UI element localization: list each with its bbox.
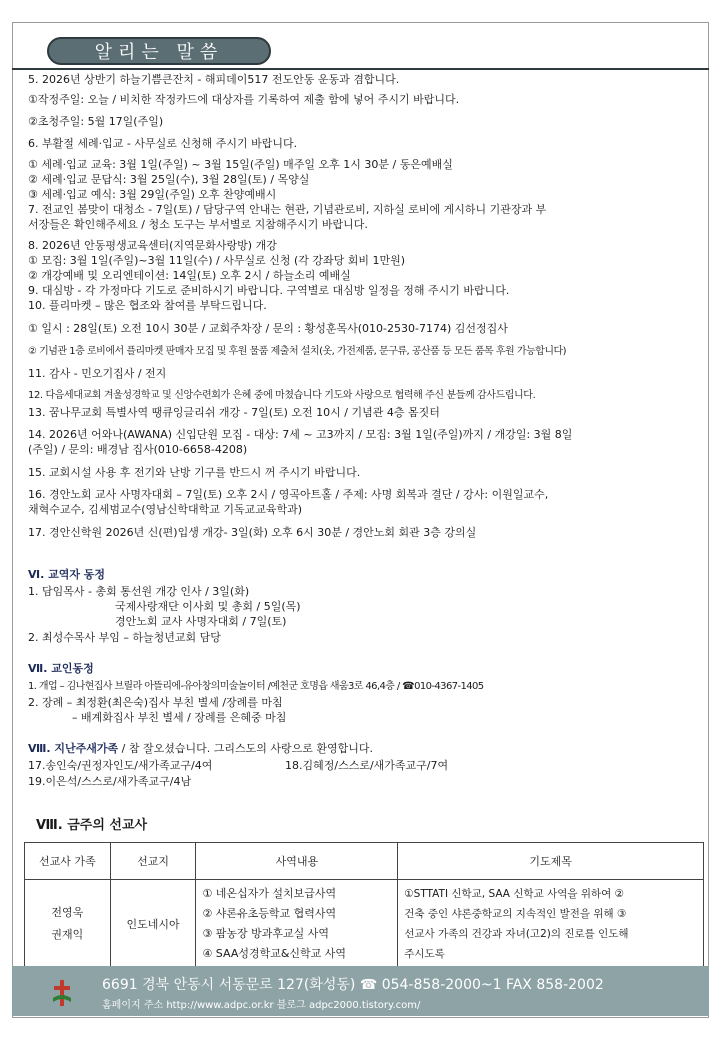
newcomers-welcome: / 참 잘오셨습니다. 그리스도의 사랑으로 환영합니다. [118,742,373,755]
notice-line: ③ 세례·입교 예식: 3월 29일(주일) 오후 찬양예배시 [28,188,277,201]
notice-line: ② 기념관 1층 로비에서 플리마켓 판매자 모집 및 후원 물품 제출처 설치(옷, 가전제품, 문구류, 공산품 등 모든 품목 후원 가능합니다) [28,346,567,357]
staff-line: 1. 담임목사 - 총회 통선원 개강 인사 / 3일(화) [28,585,250,598]
newcomer-entry: 17.송인숙/권정자인도/새가족교구/4여 [28,759,213,772]
staff-line: 경안노회 교사 사명자대회 / 7일(토) [115,615,287,628]
page-title: 알리는 말씀 [47,37,271,65]
work-item: ② 샤론유초등학교 협력사역 [202,907,337,920]
newcomer-entry: 19.이은석/스스로/새가족교구/4남 [28,775,192,788]
staff-line: 국제사랑재단 이사회 및 총회 / 5일(목) [115,600,301,613]
notice-line: 17. 경안신학원 2026년 신(편)입생 개강- 3일(화) 오후 6시 30분 / 경안노회 회관 3층 강의실 [28,526,477,539]
table-header-row [25,843,704,880]
prayer-line: 주시도록 [404,948,445,960]
prayer-line: 건축 중인 샤론중학교의 지속적인 발전을 위해 ③ [404,908,627,920]
missionary-heading: Ⅷ. 금주의 선교사 [36,818,148,833]
prayer-cell [398,880,704,969]
prayer-line: 선교사 가족의 건강과 자녀(고2)의 진로를 인도해 [404,928,629,940]
notice-line: 15. 교회시설 사용 후 전기와 난방 기구를 반드시 꺼 주시기 바랍니다. [28,466,361,479]
members-line: 1. 개업 – 김나현집사 브릴라 아뜰리에-유아창의미술놀이터 /예천군 호명읍 새움3로 46,4층 / ☎010-4367-1405 [28,681,484,692]
column-header: 선교지 [110,843,196,880]
notice-line: ② 개강예배 및 오리엔테이션: 14일(토) 오후 2시 / 하늘소리 예배실 [28,269,351,282]
column-header: 사역내용 [196,843,398,880]
family-member: 전영욱 [51,906,84,919]
work-item: ③ 팜농장 방과후교실 사역 [202,927,330,940]
mission-country-cell: 인도네시아 [110,880,196,969]
footer [12,966,709,1016]
notice-line: 14. 2026년 어와나(AWANA) 신입단원 모집 - 대상: 7세 ~ 고3까지 / 모집: 3월 1일(주일)까지 / 개강일: 3월 8일 [28,428,573,441]
notice-line: 8. 2026년 안동평생교육센터(지역문화사랑방) 개강 [28,239,277,252]
newcomers-header [28,742,373,756]
footer-web: 홈페이지 주소 http://www.adpc.or.kr 블로그 adpc2000.tistory.com/ [102,1000,421,1011]
table-row [25,880,704,969]
members-heading: Ⅶ. 교인동정 [28,662,94,675]
notice-line: 12. 다음세대교회 겨울성경학교 및 신앙수련회가 은혜 중에 마쳤습니다 기도와 사랑으로 협력해 주신 분들께 감사드립니다. [28,390,536,401]
notice-line: ① 일시 : 28일(토) 오전 10시 30분 / 교회주차장 / 문의 : 황성훈목사(010-2530-7174) 김선정집사 [28,322,508,335]
newcomer-entry: 18.김혜정/스스로/새가족교구/7여 [285,759,449,772]
notice-line: 10. 플리마켓 – 많은 협조와 참여를 부탁드립니다. [28,299,267,312]
notice-line: 7. 전교인 봄맞이 대청소 - 7일(토) / 담당구역 안내는 현관, 기념관로비, 지하실 로비에 게시하니 기관장과 부 [28,203,547,216]
family-member: 권재익 [51,928,84,941]
staff-line: 2. 최성수목사 부임 – 하늘청년교회 담당 [28,631,221,644]
missionary-table [24,842,704,969]
notice-line: 5. 2026년 상반기 하늘기쁨큰잔치 - 해피데이517 전도안동 운동과 겸합니다. [28,73,400,86]
notice-line: 서장들은 확인해주세요 / 청소 도구는 부서별로 지참해주시기 바랍니다. [28,218,368,231]
members-line: – 배계화집사 부친 별세 / 장례를 은혜중 마침 [72,711,287,724]
notice-line: 11. 감사 - 민오기집사 / 전지 [28,367,167,380]
notice-line: ① 모집: 3월 1일(주일)~3월 11일(수) / 사무실로 신청 (각 강좌당 회비 1만원) [28,254,406,267]
notice-line: (주일) / 문의: 배경남 집사(010-6658-4208) [28,443,248,456]
notice-line: ①작정주일: 오늘 / 비치한 작정카드에 대상자를 기록하여 제출 함에 넣어 주시기 바랍니다. [28,93,460,106]
notice-line: ②초청주일: 5월 17일(주일) [28,115,164,128]
newcomers-heading: Ⅷ. 지난주새가족 [28,742,119,755]
work-item: ④ SAA성경학교&신학교 사역 [202,947,347,960]
notice-line: ② 세례·입교 문답식: 3월 25일(수), 3월 28일(토) / 목양실 [28,173,310,186]
column-header: 선교사 가족 [25,843,111,880]
staff-heading: Ⅵ. 교역자 동정 [28,568,106,581]
notice-line: 채혁수교수, 김세범교수(영남신학대학교 기독교교육학과) [28,503,303,516]
prayer-line: ①STTATI 신학교, SAA 신학교 사역을 위하여 ② [404,888,625,900]
footer-address: 6691 경북 안동시 서동문로 127(화성동) ☎ 054-858-2000~1 FAX 858-2002 [102,977,604,993]
title-divider [12,68,709,70]
notice-line: 6. 부활절 세례·입교 - 사무실로 신청해 주시기 바랍니다. [28,137,298,150]
notice-line: ① 세례·입교 교육: 3월 1일(주일) ~ 3월 15일(주일) 매주일 오후 1시 30분 / 동은예배실 [28,158,453,171]
work-cell [196,880,398,969]
notice-line: 16. 경안노회 교사 사명자대회 – 7일(토) 오후 2시 / 영곡아트홀 / 주제: 사명 회복과 결단 / 강사: 이원일교수, [28,488,549,501]
missionary-family-cell [25,880,111,969]
members-line: 2. 장례 – 최정환(최은숙)집사 부친 별세 /장례를 마침 [28,696,283,709]
notice-line: 13. 꿈나무교회 특별사역 땡큐잉글리쉬 개강 - 7일(토) 오전 10시 / 기념관 4층 몸짓터 [28,406,440,419]
work-item: ① 네온십자가 설치보급사역 [202,887,337,900]
notice-line: 9. 대심방 - 각 가정마다 기도로 준비하시기 바랍니다. 구역별로 대심방 일정을 정해 주시기 바랍니다. [28,284,510,297]
church-logo-icon [50,978,74,1008]
column-header: 기도제목 [398,843,704,880]
